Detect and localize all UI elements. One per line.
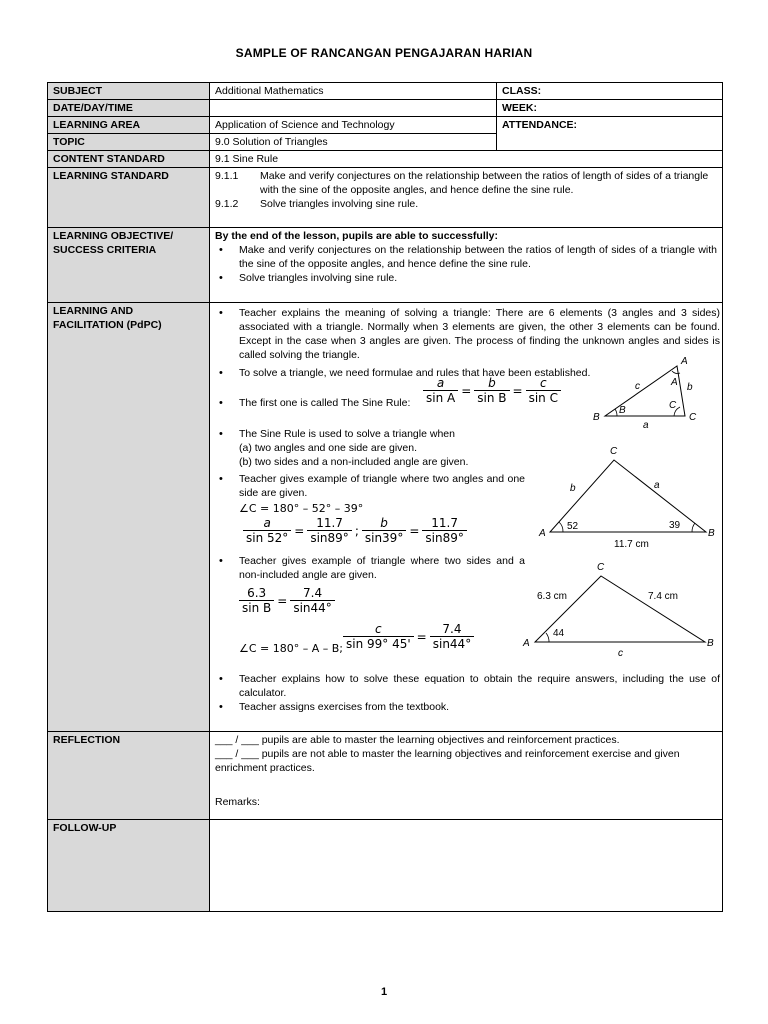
- ex1-117b: 11.7: [422, 516, 466, 531]
- angle-eq-2: ∠C = 180° – A – B;: [239, 642, 344, 655]
- sr-sina: sin A: [426, 391, 456, 405]
- example-1-formula: $\frac{a}{\sin 52^\circ}$ = $\frac{11.7}{\sin 89^\circ}$ ; $\frac{b}{\sin 39^\circ}$ = $\frac{11.7}{\sin 89^\circ}$: [243, 516, 467, 545]
- row-pdpc: [48, 303, 723, 732]
- pdpc-label-line1: LEARNING AND: [53, 305, 134, 317]
- tri1-angle-a: A: [671, 377, 678, 388]
- pdpc-body: [215, 304, 720, 723]
- topic-value: 9.0 Solution of Triangles: [210, 134, 497, 151]
- row-followup: [48, 820, 723, 912]
- remarks-label: Remarks:: [215, 796, 260, 808]
- sr-b: b: [474, 376, 509, 391]
- standard-item: [215, 169, 717, 197]
- objective-label-line1: LEARNING OBJECTIVE/: [53, 230, 174, 242]
- tri1-side-a: a: [643, 420, 649, 431]
- triangle-abc-diagram: [585, 356, 715, 434]
- pdpc-item: • To solve a triangle, we need formulae and rules that have been established.: [215, 366, 635, 380]
- tri2-side-length: 11.7 cm: [614, 539, 649, 550]
- pdpc-p7: [215, 672, 720, 714]
- objective-content: [210, 228, 723, 303]
- pdpc-p1: [215, 306, 720, 362]
- content-value: 9.1 Sine Rule: [210, 151, 723, 168]
- tri2-vertex-b: B: [708, 528, 715, 539]
- tri1-angle-b: B: [619, 405, 626, 416]
- ex2-sin44b: sin44°: [432, 637, 472, 651]
- tri3-vertex-c: C: [597, 562, 605, 573]
- pdpc-item: • Teacher gives example of triangle where two sides and a non-included angle are given.: [215, 554, 525, 582]
- triangle-52-39-diagram: [530, 444, 720, 559]
- row-standard: [48, 168, 723, 228]
- ex2-63: 6.3: [239, 586, 274, 601]
- ex1-a: a: [243, 516, 291, 531]
- attendance-label: ATTENDANCE:: [497, 117, 723, 151]
- pdpc-label: [48, 303, 210, 732]
- area-value: Application of Science and Technology: [210, 117, 497, 134]
- standard-item: [215, 197, 717, 211]
- tri3-side-bc: 7.4 cm: [648, 591, 679, 602]
- ex1-sin89: sin89°: [310, 531, 349, 545]
- triangle-44-diagram: [515, 562, 720, 662]
- tri2-angle-b: 39: [669, 520, 681, 531]
- standard-text: Make and verify conjectures on the relationship between the ratios of length of sides of a triangle with the sine of the opposite angles, and hence define the sine rule.: [260, 170, 709, 196]
- sr-a: a: [423, 376, 458, 391]
- pdpc-item: • Teacher assigns exercises from the textbook.: [215, 700, 720, 714]
- pdpc-item: • Teacher explains the meaning of solving a triangle: There are 6 elements (3 angles and 3 sides) associated with a triangle. Normally when 3 elements are given, the other 3 elements can be found. Except in the case when 3 angles are given. The process of finding the unknown angles and sides is called solving the triangle.: [215, 306, 720, 362]
- followup-label: FOLLOW-UP: [48, 820, 210, 912]
- row-subject: [48, 83, 723, 100]
- tri1-angle-c: C: [669, 400, 677, 411]
- ex1-sin52: sin 52°: [246, 531, 289, 545]
- reflection-line-1: ___ / ___ pupils are able to master the learning objectives and reinforcement practices.: [215, 734, 620, 746]
- ex2-sinb: sin B: [242, 601, 272, 615]
- pdpc-item: • Teacher explains how to solve these equation to obtain the require answers, including the use of calculator.: [215, 672, 720, 700]
- pdpc-p4b: (b) two sides and a non-included angle are given.: [239, 456, 469, 468]
- standard-label: LEARNING STANDARD: [48, 168, 210, 228]
- ex2-sin9945: sin 99° 45': [346, 637, 411, 651]
- reflection-line-2: ___ / ___ pupils are not able to master the learning objectives and reinforcement exercise and given enrichment practices.: [215, 748, 680, 774]
- standard-code: 9.1.2: [215, 198, 239, 210]
- pdpc-p5: [215, 472, 525, 500]
- tri3-side-ac: 6.3 cm: [537, 591, 568, 602]
- tri1-vertex-b: B: [593, 412, 600, 423]
- row-content: [48, 151, 723, 168]
- page-title: SAMPLE OF RANCANGAN PENGAJARAN HARIAN: [235, 46, 533, 60]
- date-label: DATE/DAY/TIME: [48, 100, 210, 117]
- objective-intro: By the end of the lesson, pupils are able to successfully:: [215, 230, 498, 242]
- pdpc-item: • Teacher gives example of triangle where two angles and one side are given.: [215, 472, 525, 500]
- page-number: 1: [380, 986, 388, 998]
- tri3-vertex-a: A: [523, 638, 530, 649]
- standard-content: [210, 168, 723, 228]
- lesson-plan-table: [47, 82, 723, 912]
- example-3-formula: $\frac{c}{\sin 99^\circ 45'}$ = $\frac{7.4}{\sin 44^\circ}$: [343, 622, 474, 651]
- ex2-74b: 7.4: [430, 622, 474, 637]
- topic-label: TOPIC: [48, 134, 210, 151]
- ex1-117: 11.7: [307, 516, 351, 531]
- tri3-angle-a: 44: [553, 628, 565, 639]
- ex1-b: b: [362, 516, 406, 531]
- objective-list: [215, 243, 717, 285]
- tri2-angle-a: 52: [567, 521, 579, 532]
- content-label: CONTENT STANDARD: [48, 151, 210, 168]
- area-label: LEARNING AREA: [48, 117, 210, 134]
- reflection-label: REFLECTION: [48, 732, 210, 820]
- tri1-side-c: c: [635, 381, 640, 392]
- row-objective: [48, 228, 723, 303]
- row-date: [48, 100, 723, 117]
- pdpc-label-line2: FACILITATION (PdPC): [53, 319, 162, 331]
- subject-value: Additional Mathematics: [210, 83, 497, 100]
- standard-text: Solve triangles involving sine rule.: [260, 198, 419, 210]
- objective-item: • Make and verify conjectures on the relationship between the ratios of length of sides of a triangle with the sine of the opposite angles, and hence define the sine rule.: [215, 243, 717, 271]
- pdpc-item: • The first one is called The Sine Rule:: [215, 396, 415, 410]
- sr-sinb: sin B: [477, 391, 507, 405]
- pdpc-p3: [215, 396, 415, 410]
- angle-eq-1: ∠C = 180° – 52° – 39°: [239, 502, 364, 515]
- sr-sinc: sin C: [528, 391, 558, 405]
- ex2-c: c: [343, 622, 414, 637]
- standard-code: 9.1.1: [215, 170, 239, 182]
- ex1-sin89b: sin89°: [425, 531, 464, 545]
- objective-label: [48, 228, 210, 303]
- sine-rule-formula: $\frac{a}{\text{sin A}}$ = $\frac{b}{\text{sin B}}$ = $\frac{c}{\text{sin C}}$: [423, 376, 561, 405]
- tri1-side-b: b: [687, 382, 693, 393]
- pdpc-p4a: (a) two angles and one side are given.: [239, 442, 418, 454]
- reflection-content: [210, 732, 723, 820]
- date-value: [210, 100, 497, 117]
- ex2-74: 7.4: [290, 586, 334, 601]
- ex1-sin39: sin39°: [364, 531, 404, 545]
- sr-c: c: [526, 376, 561, 391]
- pdpc-item: [215, 427, 535, 469]
- tri2-side-b: b: [570, 483, 576, 494]
- ex2-sin44: sin44°: [293, 601, 332, 615]
- objective-item: • Solve triangles involving sine rule.: [215, 271, 717, 285]
- pdpc-p6: [215, 554, 525, 582]
- pdpc-p4: [215, 427, 535, 469]
- subject-label: SUBJECT: [48, 83, 210, 100]
- tri1-vertex-a: A: [681, 356, 688, 367]
- pdpc-p4-text: • The Sine Rule is used to solve a triangle when: [239, 428, 455, 440]
- tri2-vertex-a: A: [539, 528, 546, 539]
- objective-label-line2: SUCCESS CRITERIA: [53, 244, 157, 256]
- tri2-side-a: a: [654, 480, 660, 491]
- followup-content: [210, 820, 723, 912]
- class-label: CLASS:: [497, 83, 723, 100]
- pdpc-content: [210, 303, 723, 732]
- tri3-vertex-b: B: [707, 638, 714, 649]
- tri1-vertex-c: C: [689, 412, 697, 423]
- week-label: WEEK:: [497, 100, 723, 117]
- tri2-vertex-c: C: [610, 446, 618, 457]
- row-reflection: [48, 732, 723, 820]
- example-2-formula: $\frac{6.3}{\text{sin B}}$ = $\frac{7.4}{\sin 44^\circ}$: [239, 586, 335, 615]
- tri3-side-c: c: [618, 648, 623, 659]
- row-area: [48, 117, 723, 134]
